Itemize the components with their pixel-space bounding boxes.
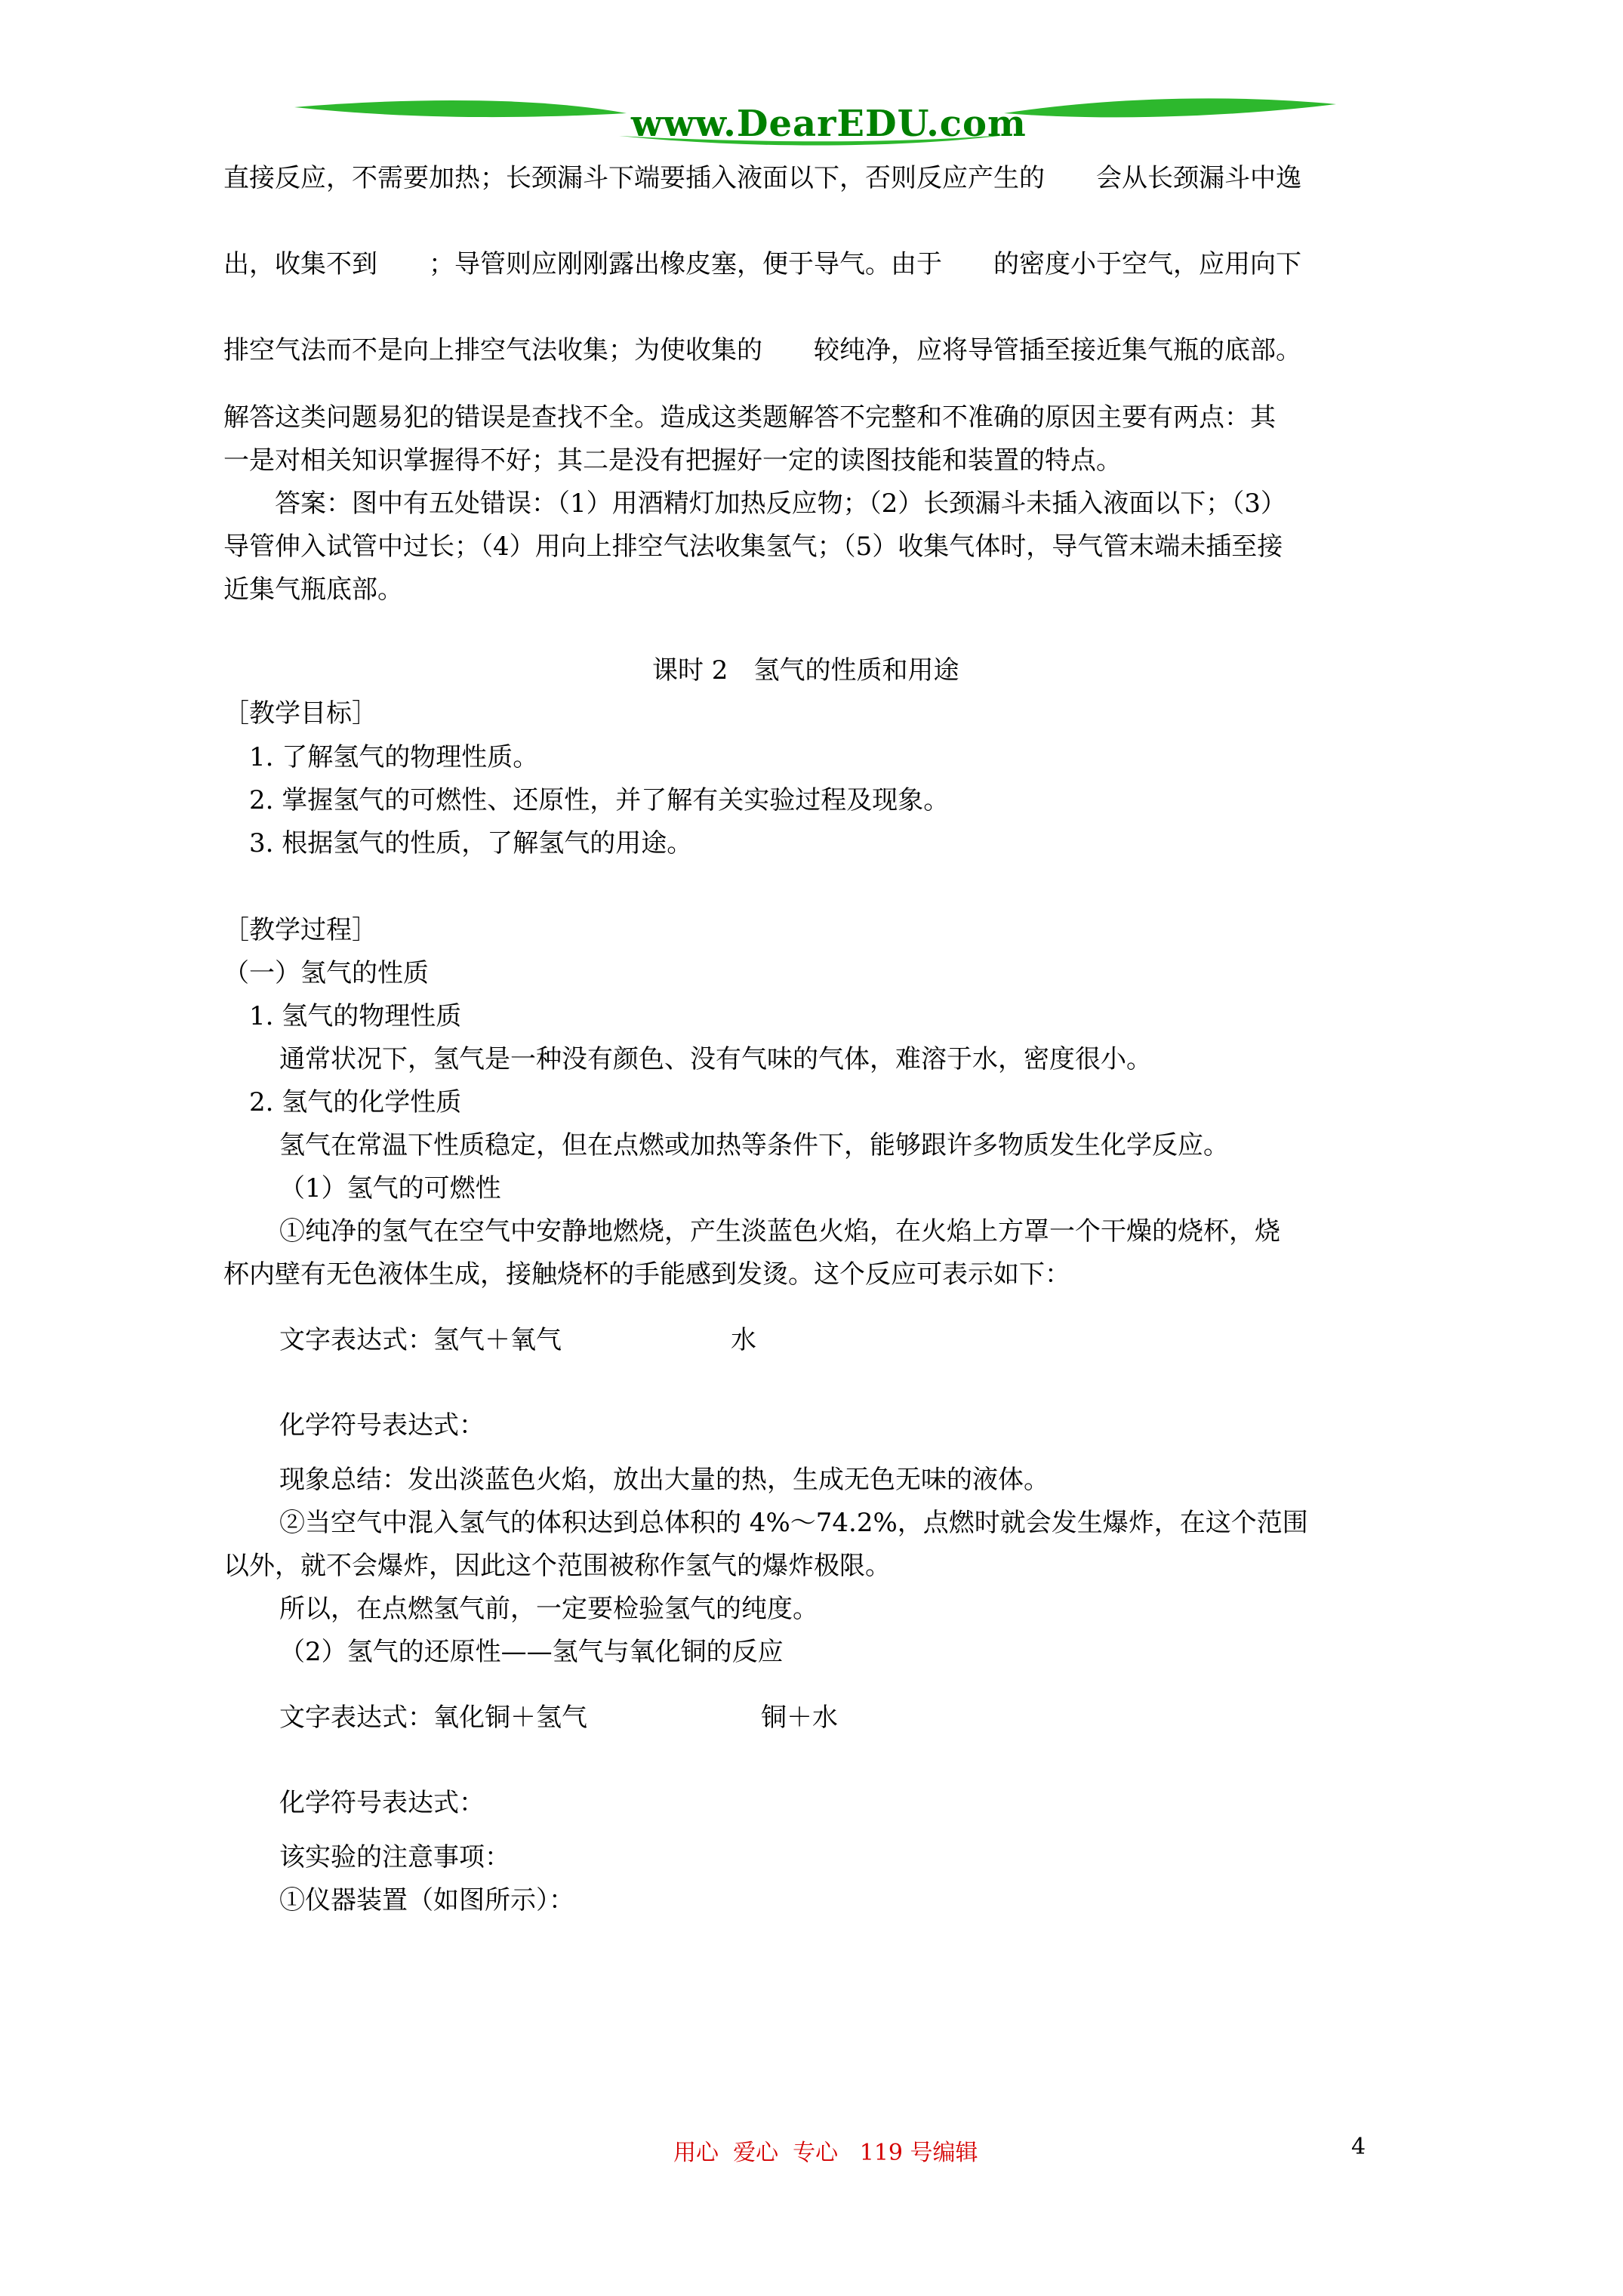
- equation-symbol-label: 化学符号表达式：: [279, 1410, 485, 1441]
- body-text: 氢气在常温下性质稳定，但在点燃或加热等条件下，能够跟许多物质发生化学反应。: [279, 1130, 1229, 1160]
- subsection-heading: 2. 氢气的化学性质: [249, 1087, 462, 1117]
- equation-left: 文字表达式：氧化铜＋氢气: [279, 1703, 587, 1733]
- equation-right: 水: [731, 1325, 756, 1355]
- equation-left: 文字表达式：氢气＋氧气: [279, 1325, 562, 1355]
- footer-text: 用心 爱心 专心 119 号编辑: [673, 2140, 978, 2166]
- paragraph-line: 排空气法而不是向上排空气法收集；为使收集的 较纯净，应将导管插至接近集气瓶的底部。: [223, 335, 1301, 365]
- section-heading: ［教学目标］: [223, 698, 377, 729]
- answer-line: 答案：图中有五处错误：（1）用酒精灯加热反应物；（2）长颈漏斗未插入液面以下；（3）: [223, 488, 1286, 519]
- equation-right: 铜＋水: [761, 1703, 838, 1733]
- section-heading: ［教学过程］: [223, 915, 377, 945]
- paragraph-line: 一是对相关知识掌握得不好；其二是没有把握好一定的读图技能和装置的特点。: [223, 445, 1122, 476]
- list-item: 2. 掌握氢气的可燃性、还原性，并了解有关实验过程及现象。: [249, 785, 950, 815]
- body-text: 该实验的注意事项：: [279, 1842, 510, 1872]
- lesson-title: 课时 2 氢气的性质和用途: [652, 655, 959, 686]
- answer-line: 近集气瓶底部。: [223, 575, 403, 605]
- answer-line: 导管伸入试管中过长；（4）用向上排空气法收集氢气；（5）收集气体时，导气管末端未插至接: [223, 532, 1283, 562]
- paragraph-line: 直接反应，不需要加热；长颈漏斗下端要插入液面以下，否则反应产生的 会从长颈漏斗中逸: [223, 163, 1301, 193]
- item-heading: （2）氢气的还原性——氢气与氧化铜的反应: [279, 1637, 784, 1667]
- body-text: ②当空气中混入氢气的体积达到总体积的 4%～74.2%，点燃时就会发生爆炸，在这个范围: [279, 1508, 1308, 1538]
- body-text: ①仪器装置（如图所示）：: [279, 1885, 574, 1915]
- page-number: 4: [1351, 2134, 1366, 2160]
- body-text: 所以，在点燃氢气前，一定要检验氢气的纯度。: [279, 1594, 818, 1624]
- body-text: 以外，就不会爆炸，因此这个范围被称作氢气的爆炸极限。: [223, 1551, 891, 1581]
- item-heading: （1）氢气的可燃性: [279, 1173, 501, 1203]
- equation-symbol-label: 化学符号表达式：: [279, 1788, 485, 1818]
- list-item: 1. 了解氢气的物理性质。: [249, 742, 539, 772]
- paragraph-line: 解答这类问题易犯的错误是查找不全。造成这类题解答不完整和不准确的原因主要有两点：其: [223, 402, 1276, 433]
- site-banner-text[interactable]: www.DearEDU.com: [631, 103, 1027, 145]
- body-text: ①纯净的氢气在空气中安静地燃烧，产生淡蓝色火焰，在火焰上方罩一个干燥的烧杯，烧: [279, 1216, 1280, 1247]
- subsection-heading: 1. 氢气的物理性质: [249, 1001, 462, 1031]
- list-item: 3. 根据氢气的性质，了解氢气的用途。: [249, 828, 693, 858]
- paragraph-line: 出，收集不到 ；导管则应刚刚露出橡皮塞，便于导气。由于 的密度小于空气，应用向下: [223, 249, 1301, 279]
- body-text: 现象总结：发出淡蓝色火焰，放出大量的热，生成无色无味的液体。: [279, 1465, 1049, 1495]
- subsection-heading: （一）氢气的性质: [223, 958, 429, 988]
- body-text: 通常状况下，氢气是一种没有颜色、没有气味的气体，难溶于水，密度很小。: [279, 1044, 1152, 1074]
- body-text: 杯内壁有无色液体生成，接触烧杯的手能感到发烫。这个反应可表示如下：: [223, 1259, 1070, 1290]
